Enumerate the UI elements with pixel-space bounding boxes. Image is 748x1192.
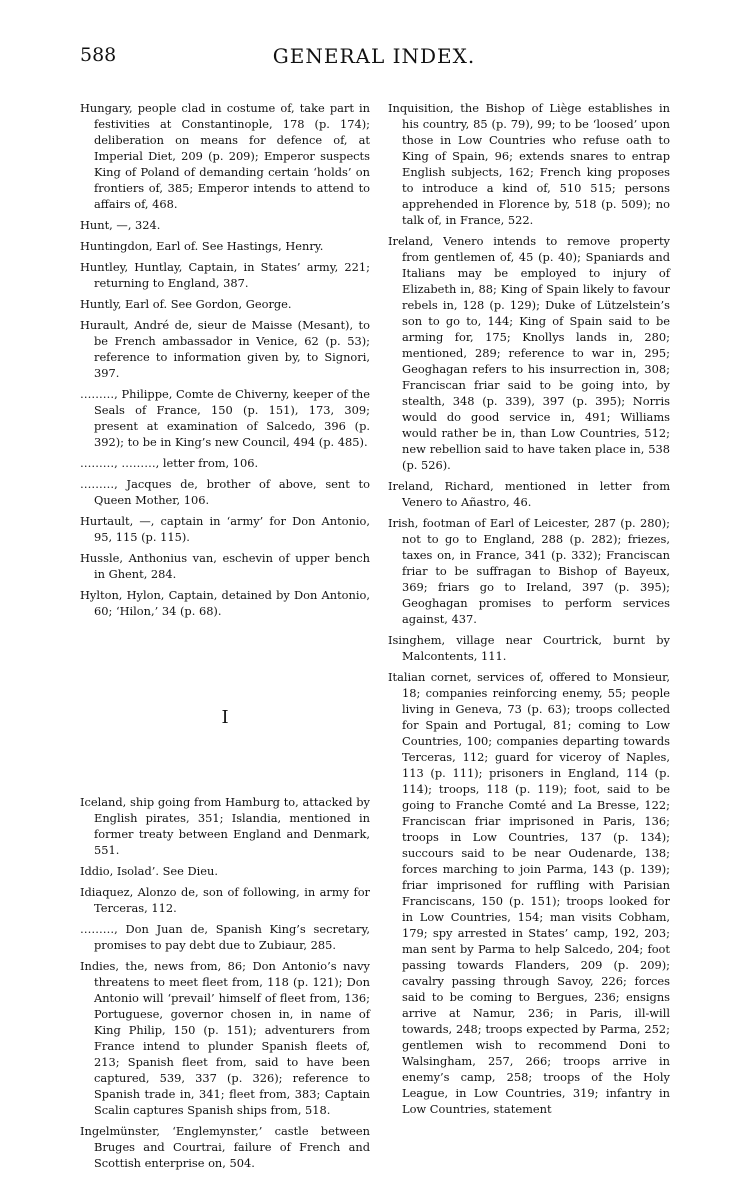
index-entry: ………, ………, letter from, 106. xyxy=(80,456,259,470)
right-column xyxy=(388,100,670,1122)
index-entry: ………, Don Juan de, Spanish King’s secretary, promises to pay debt due to Zubiaur, 285. xyxy=(80,922,370,952)
index-entry: Huntly, Earl of. See Gordon, George. xyxy=(80,297,292,311)
page-title: GENERAL INDEX. xyxy=(272,44,476,68)
index-entry: Inquisition, the Bishop of Liège establishes in his country, 85 (p. 79), 99; to be ‘loosed’ upon those in Low Countries who refuse oath to King of Spain, 96; extends snares to entrap English subjects, 162; French king proposes to introduce a kind of, 510 515; persons apprehended in Florence by, 518 (p. 509); no talk of, in France, 522. xyxy=(388,101,670,227)
left-entries-top xyxy=(80,100,370,619)
index-entry: Hungary, people clad in costume of, take part in festivities at Constantinople, 178 (p. 174); deliberation on means for defence of, at Imperial Diet, 209 (p. 209); Emperor suspects King of Poland of demanding certain ‘holds’ on frontiers of, 385; Emperor intends to attend to affairs of, 468. xyxy=(80,101,370,211)
index-entry: Italian cornet, services of, offered to Monsieur, 18; companies reinforcing enemy, 55; people living in Geneva, 73 (p. 63); troops collected for Spain and Portugal, 81; coming to Low Countries, 100; companies departing towards Terceras, 112; guard for viceroy of Naples, 113 (p. 111); prisoners in England, 114 (p. 114); troops, 118 (p. 119); foot, said to be going to Franche Comté and La Bresse, 122; Franciscan friar imprisoned in Paris, 136; troops in Low Countries, 137 (p. 134); succours said to be near Oudenarde, 138; forces marching to join Parma, 143 (p. 139); friar imprisoned for ruffling with Parisian Franciscans, 150 (p. 151); troops looked for in Low Countries, 154; man visits Cobham, 179; spy arrested in States’ camp, 192, 203; man sent by Parma to help Salcedo, 204; foot passing towards Flanders, 209 (p. 209); cavalry passing through Savoy, 226; forces said to be coming to Bergues, 236; ensigns arrive at Namur, 236; in Paris, ill-will towards, 248; troops expected by Parma, 252; gentlemen wish to recommend Doni to Walsingham, 257, 266; troops arrive in enemy’s camp, 258; troops of the Holy League, in Low Countries, 319; infantry in Low Countries, statement xyxy=(388,670,670,1116)
index-entry: Hylton, Hylon, Captain, detained by Don Antonio, 60; ‘Hilon,’ 34 (p. 68). xyxy=(80,588,370,618)
index-entry: Ireland, Richard, mentioned in letter from Venero to Añastro, 46. xyxy=(388,479,670,509)
page-number: 588 xyxy=(80,44,117,66)
index-entry: Huntley, Huntlay, Captain, in States’ army, 221; returning to England, 387. xyxy=(80,260,370,290)
index-entry: Iceland, ship going from Hamburg to, attacked by English pirates, 351; Islandia, mentioned in former treaty between England and Denmark, 551. xyxy=(80,795,370,857)
index-entry: Idiaquez, Alonzo de, son of following, in army for Terceras, 112. xyxy=(80,885,370,915)
index-entry: Hussle, Anthonius van, eschevin of upper bench in Ghent, 284. xyxy=(80,551,370,581)
left-column xyxy=(80,100,370,1176)
index-entry: Ingelmünster, ‘Englemynster,’ castle between Bruges and Courtrai, failure of French and Scottish enterprise on, 504. xyxy=(80,1124,370,1170)
index-entry: ………, Jacques de, brother of above, sent to Queen Mother, 106. xyxy=(80,477,370,507)
index-entry: Iddio, Isolad’. See Dieu. xyxy=(80,864,218,878)
index-entry: Isinghem, village near Courtrick, burnt by Malcontents, 111. xyxy=(388,633,670,663)
index-entry: Hurtault, —, captain in ‘army’ for Don Antonio, 95, 115 (p. 115). xyxy=(80,514,370,544)
index-entry: Huntingdon, Earl of. See Hastings, Henry. xyxy=(80,239,324,253)
index-entry: ………, Philippe, Comte de Chiverny, keeper of the Seals of France, 150 (p. 151), 173, 309; present at examination of Salcedo, 396 (p. 392); to be in King’s new Council, 494 (p. 485). xyxy=(80,387,370,449)
index-entry: Hunt, —, 324. xyxy=(80,218,161,232)
index-entry: Hurault, André de, sieur de Maisse (Mesant), to be French ambassador in Venice, 62 (p. 53); reference to information given by, to Signori, 397. xyxy=(80,318,370,380)
left-entries-bottom xyxy=(80,794,370,1171)
section-letter: I xyxy=(221,707,229,728)
index-entry: Ireland, Venero intends to remove property from gentlemen of, 45 (p. 40); Spaniards and Italians may be employed to injury of Elizabeth in, 88; King of Spain likely to favour rebels in, 128 (p. 129); Duke of Lützelstein’s son to go to, 144; King of Spain said to be arming for, 175; Knollys lands in, 280; mentioned, 289; reference to war in, 295; Geoghagan refers to his insurrection in, 308; Franciscan friar said to be going into, by stealth, 348 (p. 339), 397 (p. 395); Norris would do good service in, 491; Williams would rather be in, than Low Countries, 512; new rebellion said to have taken place in, 538 (p. 526). xyxy=(388,234,670,472)
index-entry: Indies, the, news from, 86; Don Antonio’s navy threatens to meet fleet from, 118 (p. 121); Don Antonio will ‘prevail’ himself of fleet from, 136; Portuguese, governor chosen in, in name of King Philip, 150 (p. 151); adventurers from France intend to plunder Spanish fleets of, 213; Spanish fleet from, said to have been captured, 539, 337 (p. 326); reference to Spanish trade in, 341; fleet from, 383; Captain Scalin captures Spanish ships from, 518. xyxy=(80,959,370,1117)
right-entries xyxy=(388,100,670,1117)
index-entry: Irish, footman of Earl of Leicester, 287 (p. 280); not to go to England, 288 (p. 282); friezes, taxes on, in France, 341 (p. 332); Franciscan friar to be suffragan to Bishop of Bayeux, 369; friars go to Ireland, 397 (p. 395); Geoghagan promises to perform services against, 437. xyxy=(388,516,670,626)
